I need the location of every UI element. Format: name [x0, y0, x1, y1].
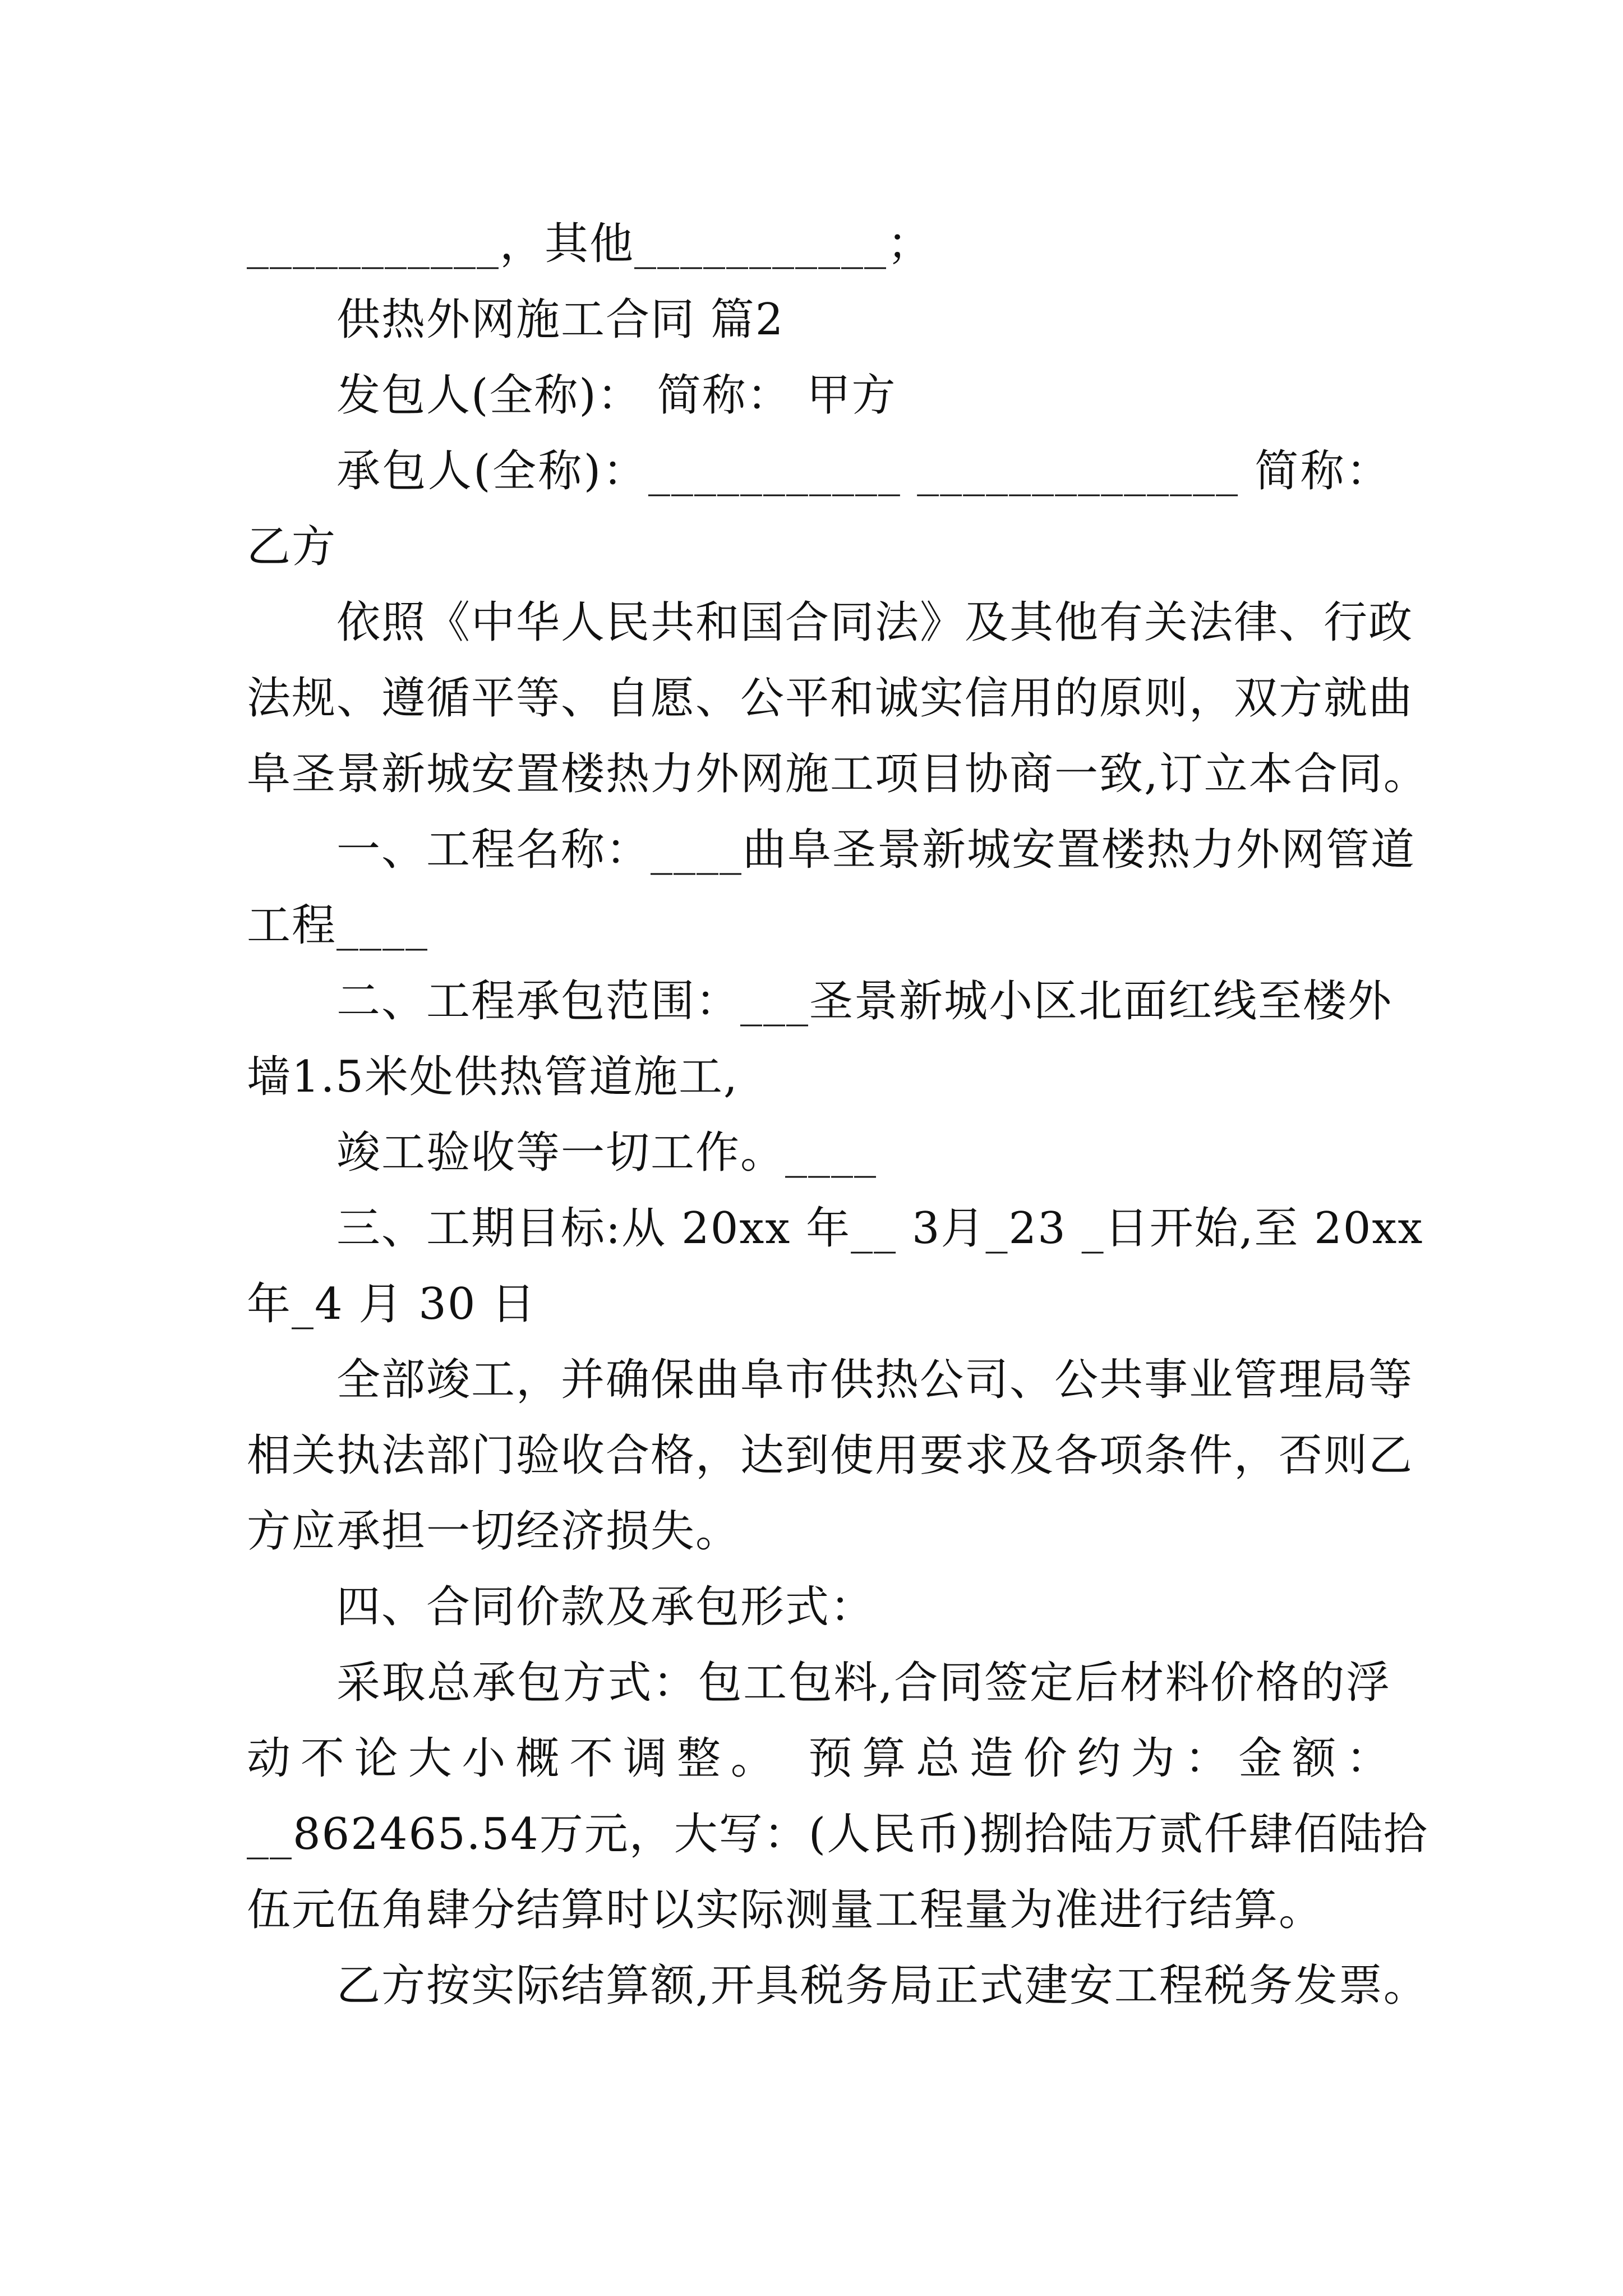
invoice-line: 乙方按实际结算额,开具税务局正式建安工程税务发票。 [336, 1961, 1428, 2011]
clause-4-line-4: 伍元伍角肆分结算时以实际测量工程量为准进行结算。 [247, 1885, 1324, 1935]
preamble-line-2: 法规、遵循平等、自愿、公平和诚实信用的原则，双方就曲 [247, 673, 1414, 724]
clause-3-line-5: 方应承担一切经济损失。 [247, 1506, 741, 1557]
clause-4-line-1: 采取总承包方式：包工包料,合同签定后材料价格的浮 [336, 1658, 1391, 1708]
clause-4-line-2: 动不论大小概不调整。 预算总造价约为：金额： [247, 1733, 1391, 1784]
clause-4-line-3: __862465.54万元，大写：(人民币)捌拾陆万贰仟肆佰陆拾 [247, 1809, 1428, 1860]
clause-1-line-1: 一、工程名称：____曲阜圣景新城安置楼热力外网管道 [336, 825, 1416, 875]
clause-2-line-3: 竣工验收等一切工作。____ [336, 1128, 878, 1178]
contractor-short-name: 乙方 [247, 522, 337, 572]
preamble-line-3: 阜圣景新城安置楼热力外网施工项目协商一致,订立本合同。 [247, 749, 1428, 799]
contractor-line: 承包人(全称)：___________ ______________ 简称： [336, 446, 1391, 496]
clause-1-line-2: 工程____ [247, 900, 429, 951]
clause-3-line-1: 三、工期目标:从 20xx 年__ 3月_23 _日开始,至 20xx [336, 1203, 1424, 1254]
clause-3-line-4: 相关执法部门验收合格，达到使用要求及各项条件，否则乙 [247, 1430, 1414, 1481]
blank-fill-line: ___________，其他___________； [247, 219, 933, 269]
section-title: 供热外网施工合同 篇2 [336, 295, 785, 345]
preamble-line-1: 依照《中华人民共和国合同法》及其他有关法律、行政 [336, 597, 1414, 648]
clause-4-title: 四、合同价款及承包形式： [336, 1582, 875, 1632]
clause-2-line-2: 墙1.5米处供热管道施工, [247, 1052, 739, 1102]
clause-3-line-2: 年_4 月 30 日 [247, 1279, 537, 1329]
clause-3-line-3: 全部竣工，并确保曲阜市供热公司、公共事业管理局等 [336, 1355, 1414, 1405]
employer-line: 发包人(全称)： 简称： 甲方 [336, 370, 897, 421]
clause-2-line-1: 二、工程承包范围：___圣景新城小区北面红线至楼外 [336, 976, 1393, 1027]
